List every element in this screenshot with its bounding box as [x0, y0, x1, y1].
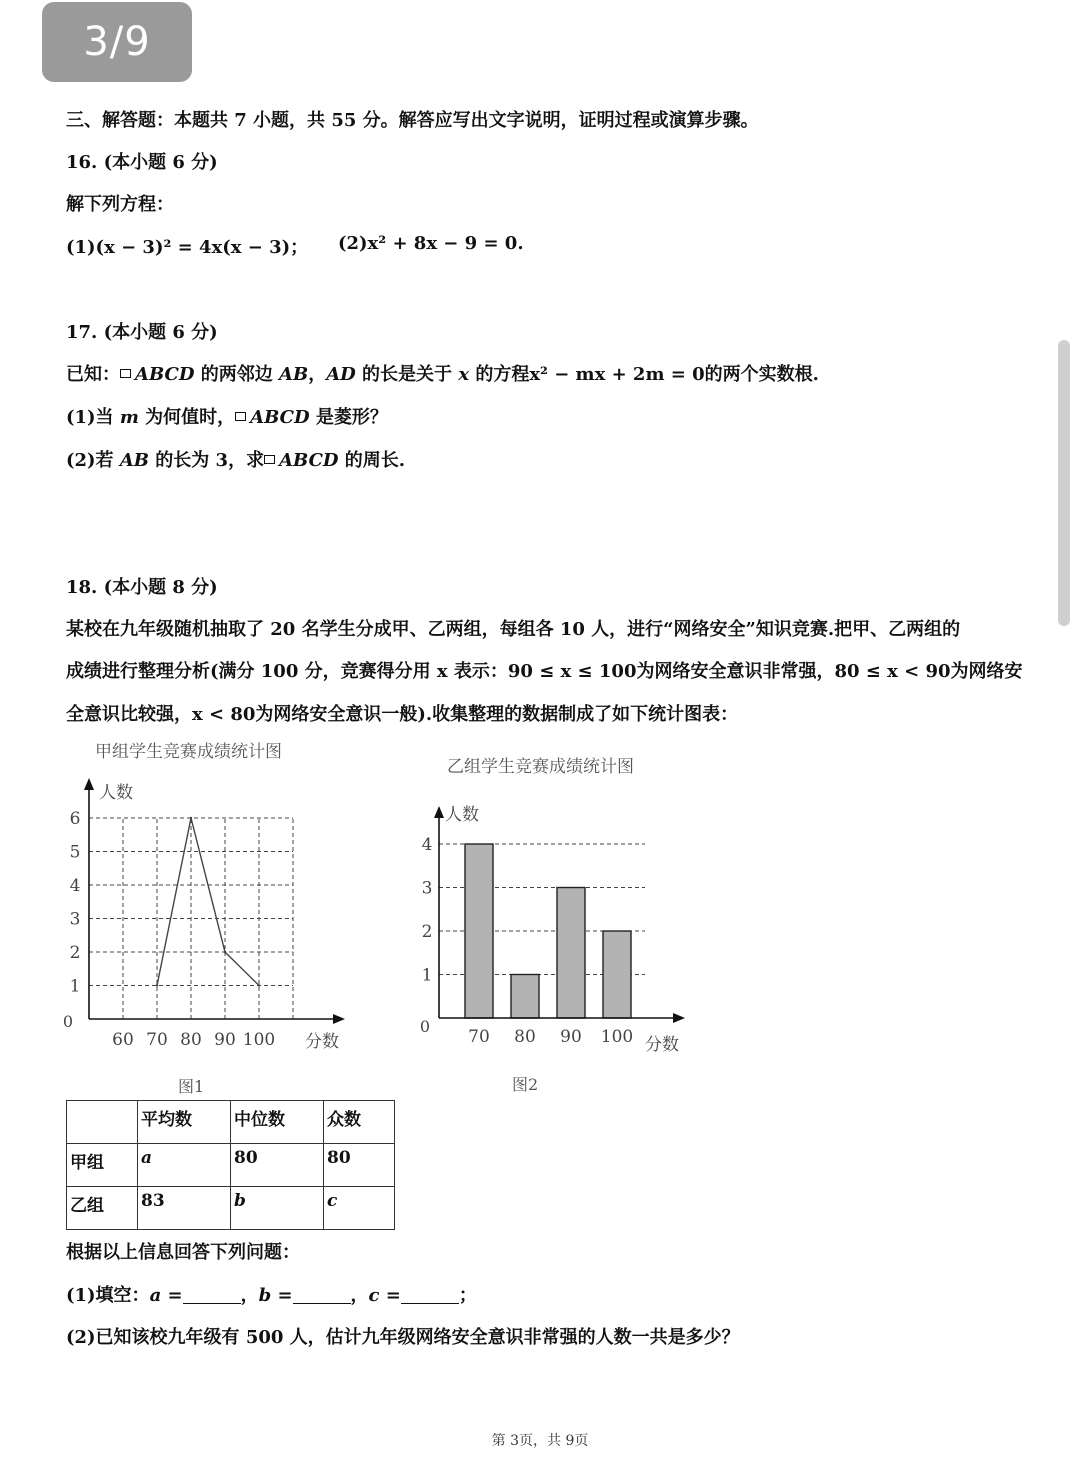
q18-paragraph-2: 成绩进行整理分析(满分 100 分，竞赛得分用 x 表示：90 ≤ x ≤ 100为网络安全意识非常强，80 ≤ x < 90为网络安 — [66, 661, 1023, 682]
chart1-x-label: 分数 — [305, 1032, 339, 1052]
parallelogram-icon — [264, 455, 275, 464]
q17-given-ad: AD — [326, 364, 356, 385]
q17-p1-text: 为何值时， — [138, 407, 236, 428]
q17-p2-lead: (2)若 — [66, 450, 120, 471]
page-footer: 第 3页，共 9页 — [491, 1433, 589, 1449]
table-cell: 乙组 — [67, 1187, 138, 1230]
chart2-bar-chart — [405, 780, 705, 1070]
chart1-data-point — [190, 817, 192, 819]
table-cell: b — [231, 1187, 324, 1230]
table-cell: 甲组 — [67, 1144, 138, 1187]
chart2-bar — [511, 975, 539, 1019]
answer-blank-a[interactable] — [183, 1287, 241, 1304]
q18-sub1-eq1: = — [161, 1285, 183, 1306]
chart2-y-tick-label: 2 — [421, 922, 433, 942]
table-cell: 83 — [138, 1187, 231, 1230]
q17-given-lead: 已知： — [66, 364, 120, 385]
chart1-title: 甲组学生竞赛成绩统计图 — [95, 742, 282, 762]
chart2-y-arrow — [434, 806, 444, 818]
chart1-y-tick-label: 3 — [69, 909, 81, 930]
q18-sub-1 — [66, 1281, 477, 1307]
chart1-y-arrow — [84, 778, 94, 790]
answer-blank-b[interactable] — [293, 1287, 351, 1304]
chart1-line-chart — [55, 765, 355, 1065]
chart1-y-tick-label: 6 — [69, 809, 81, 829]
section-header: 三、解答题：本题共 7 小题，共 55 分。解答应写出文字说明，证明过程或演算步骤。 — [66, 110, 759, 131]
q17-p1-end: 是菱形？ — [309, 407, 388, 428]
q18-sub1-c: c — [368, 1285, 380, 1306]
chart2-bar — [557, 888, 585, 1019]
chart2-x-tick-label: 70 — [468, 1027, 490, 1047]
q17-given — [66, 360, 819, 386]
q17-p1-lead: (1)当 — [66, 407, 120, 428]
q17-given-ab: AB — [279, 364, 309, 385]
chart1-x-arrow — [333, 1014, 345, 1024]
chart1-data-point — [258, 984, 260, 986]
q18-sub1-lead: (1)填空： — [66, 1285, 150, 1306]
table-cell: c — [324, 1187, 395, 1230]
q17-given-x: x — [458, 364, 470, 385]
q17-given-comma: ， — [308, 364, 327, 385]
chart2-x-tick-label: 100 — [600, 1027, 634, 1047]
stats-table — [66, 1100, 395, 1230]
table-row — [67, 1101, 395, 1144]
table-header-cell: 平均数 — [138, 1101, 231, 1144]
chart1-y-tick-label: 2 — [69, 943, 81, 963]
q17-part-1 — [66, 403, 388, 429]
q17-p1-m: m — [119, 407, 139, 428]
chart1-x-tick-label: 60 — [112, 1030, 134, 1050]
chart2-y-tick-label: 3 — [421, 878, 433, 899]
table-cell: a — [138, 1144, 231, 1187]
q17-p2-ab: AB — [119, 450, 150, 471]
chart1-x-tick-label: 90 — [214, 1030, 236, 1050]
q17-p1-abcd: ABCD — [250, 407, 310, 428]
chart1-x-tick-label: 70 — [146, 1030, 168, 1050]
chart2-x-tick-label: 90 — [560, 1027, 582, 1047]
chart1-origin-label: 0 — [62, 1012, 74, 1031]
q17-given-text2: 的长是关于 — [355, 364, 459, 385]
q17-part-2 — [66, 446, 405, 472]
parallelogram-icon — [120, 369, 131, 378]
fig2-caption: 图2 — [512, 1075, 539, 1094]
table-header-cell: 众数 — [324, 1101, 395, 1144]
scrollbar-thumb[interactable] — [1058, 340, 1070, 626]
q18-sub1-sep2: ， — [350, 1285, 369, 1306]
q18-sub1-b: b — [258, 1285, 272, 1306]
chart2-bar — [603, 931, 631, 1018]
table-header-cell — [67, 1101, 138, 1144]
q17-given-abcd: ABCD — [135, 364, 195, 385]
page-indicator-badge: 3/9 — [42, 2, 192, 82]
q18-sub1-a: a — [149, 1285, 162, 1306]
parallelogram-icon — [235, 412, 246, 421]
q17-given-text1: 的两邻边 — [194, 364, 279, 385]
q17-title: 17. (本小题 6 分) — [66, 322, 218, 343]
table-cell: 80 — [231, 1144, 324, 1187]
q18-sub1-eq2: = — [271, 1285, 293, 1306]
chart1-data-point — [156, 984, 158, 986]
fig1-caption: 图1 — [178, 1077, 205, 1096]
chart1-data-point — [224, 951, 226, 953]
chart2-bar — [465, 844, 493, 1018]
chart2-x-tick-label: 80 — [514, 1027, 536, 1047]
chart1-y-tick-label: 4 — [69, 876, 81, 896]
chart1-x-tick-label: 100 — [242, 1030, 276, 1050]
chart1-y-tick-label: 5 — [69, 842, 81, 863]
chart2-origin-label: 0 — [419, 1017, 431, 1036]
q18-sub1-eq3: = — [379, 1285, 401, 1306]
q16-title: 16. (本小题 6 分) — [66, 152, 218, 173]
q17-given-equation: 的方程x² − mx + 2m = 0的两个实数根. — [469, 364, 819, 385]
q16-equation-1: (1)(x − 3)² = 4x(x − 3)； — [66, 237, 309, 258]
q17-p2-end: 的周长. — [338, 450, 406, 471]
table-row — [67, 1187, 395, 1230]
chart1-y-tick-label: 1 — [69, 976, 81, 997]
q18-paragraph-1: 某校在九年级随机抽取了 20 名学生分成甲、乙两组，每组各 10 人，进行“网络安全”知识竞赛.把甲、乙两组的 — [66, 619, 961, 640]
chart1-x-tick-label: 80 — [180, 1030, 202, 1050]
chart1-y-label: 人数 — [99, 783, 133, 803]
q16-equation-2: (2)x² + 8x − 9 = 0. — [338, 233, 524, 254]
q18-sub1-sep1: ， — [240, 1285, 259, 1306]
table-row — [67, 1144, 395, 1187]
q18-sub1-end: ； — [458, 1285, 477, 1306]
chart1-series-line — [157, 818, 259, 986]
chart2-y-tick-label: 4 — [421, 835, 433, 855]
answer-blank-c[interactable] — [401, 1287, 459, 1304]
q18-paragraph-3: 全意识比较强，x < 80为网络安全意识一般).收集整理的数据制成了如下统计图表： — [66, 704, 739, 725]
chart2-x-arrow — [673, 1013, 685, 1023]
q18-question-intro: 根据以上信息回答下列问题： — [66, 1242, 300, 1263]
chart2-y-tick-label: 1 — [421, 965, 433, 986]
chart2-y-label: 人数 — [445, 805, 479, 825]
q18-sub-2: (2)已知该校九年级有 500 人，估计九年级网络安全意识非常强的人数一共是多少？ — [66, 1327, 740, 1348]
q16-instruction: 解下列方程： — [66, 194, 174, 215]
chart2-x-label: 分数 — [645, 1035, 679, 1055]
table-header-cell: 中位数 — [231, 1101, 324, 1144]
q18-title: 18. (本小题 8 分) — [66, 577, 218, 598]
chart2-title: 乙组学生竞赛成绩统计图 — [447, 757, 634, 777]
table-cell: 80 — [324, 1144, 395, 1187]
q17-p2-abcd: ABCD — [279, 450, 339, 471]
q17-p2-text: 的长为 3，求 — [149, 450, 265, 471]
